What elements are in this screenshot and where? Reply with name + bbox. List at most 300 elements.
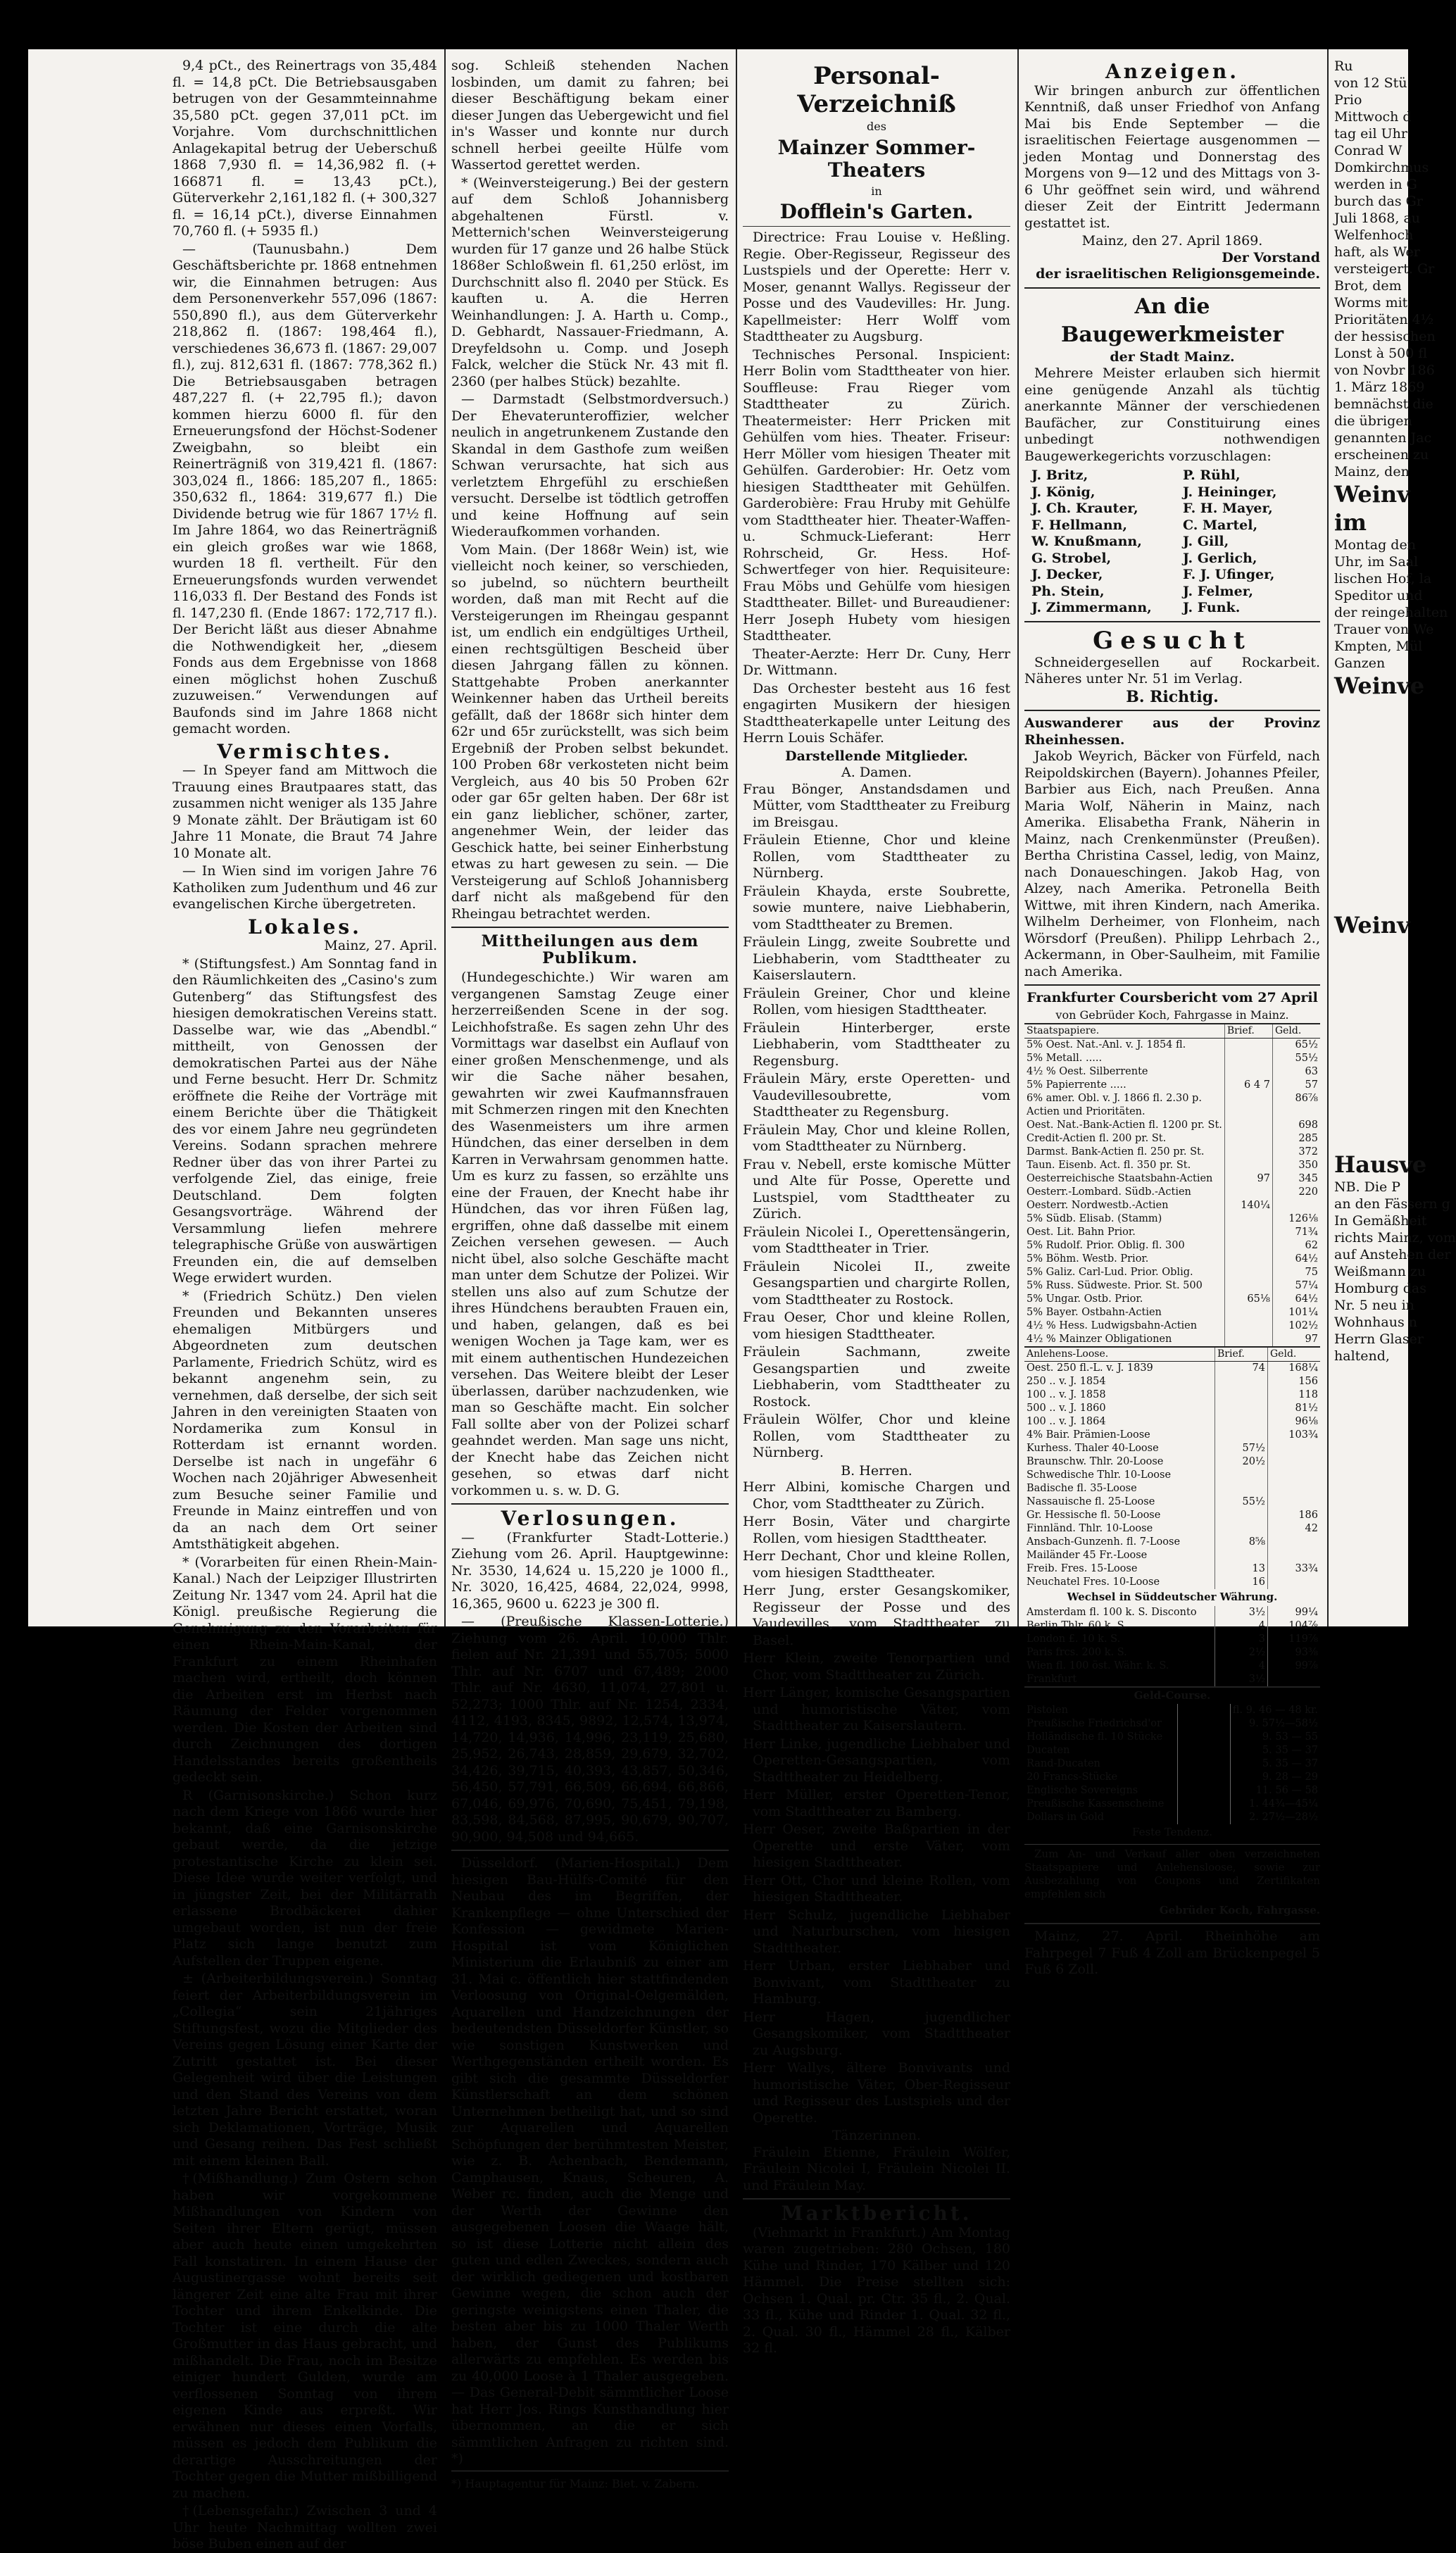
doctors-paragraph: Theater-Aerzte: Herr Dr. Cuny, Herr Dr. Wittmann. — [743, 646, 1010, 678]
technical-staff-paragraph: Technisches Personal. Inspicient: Herr Bolin vom Stadttheater von hier. Souffleuse: Frau Rieger vom Stadttheater zu Zürich. Theatermeister: Herr Pricken mit Gehülfen vom hies. Theater. Friseur: Herr Möller vom hiesigen Theater mit Gehülfen. Garderobier: Hr. Oetz vom hiesigen Stadttheater mit Gehülfen. Garderobière: Frau Hruby mit Gehülfe vom Stadttheater hier. Theater-Waffen- u. Schmuck-Lieferant: Herr Rohrscheid, Gr. Hess. Hof-Schwertfeger von hier. Requisiteure: Frau Möbs und Gehülfe vom hiesigen Stadttheater. Billet- und Bureaudiener: Herr Joseph Hubety vom hiesigen Stadttheater. — [743, 346, 1010, 644]
table-cell: 4½ % Oest. Silberrente — [1027, 1066, 1148, 1077]
friedhof-notice: Wir bringen anburch zur öffentlichen Kenntniß, daß unser Friedhof von Anfang Mai bis Ende September — die israelitischen Feiertage ausgenommen — jeden Montag und Donnerstag des Morgens von 9—12 und des Mittags von 3-6 Uhr geöffnet sein wird, und während dieser Zeit der Eintritt Jedermann gestattet ist. — [1024, 82, 1320, 231]
edge-text-line: In Gemäßheit — [1334, 1213, 1427, 1229]
table-cell: Neuchatel Fres. 10-Loose — [1027, 1576, 1160, 1588]
table-cell: Rand-Ducaten — [1027, 1758, 1100, 1769]
table-row — [1024, 1212, 1320, 1226]
divider — [1024, 1844, 1320, 1845]
table-cell — [1268, 1576, 1321, 1589]
baugewerk-paragraph: Mehrere Meister erlauben sich hiermit eine genügende Anzahl als tüchtig anerkannte Männer der verschiedenen Baufächer, zur Constituirung eines unbedingt nothwendigen Baugewerkegerichts vorzuschlagen: — [1024, 365, 1320, 464]
table-cell: Paris frcs. 200 k. S. — [1027, 1646, 1127, 1658]
table-cell: 55½ — [1272, 1052, 1320, 1065]
continued-paragraph: sog. Schleiß stehenden Nachen losbinden, um damit zu fahren; bei dieser Beschäftigung bekam einer dieser Jungen das Uebergewicht und fiel in's Wasser und konnte nur durch schnell herbei geeilte Hülfe vom Wassertod gerettet werden. — [451, 58, 729, 172]
table-cell: Holländische fl. 10 Stücke — [1027, 1731, 1163, 1743]
edge-text-line: richts Mainz, vom — [1334, 1230, 1456, 1246]
edge-text-line: der reingehalten — [1334, 605, 1448, 620]
column-2 — [451, 58, 729, 2490]
direction-paragraph: Directrice: Frau Louise v. Heßling. Regie. Ober-Regisseur, Regisseur des Lustspiels und der Operette: Herr v. Moser, genannt Wallys. Regisseur der Posse und des Vaudevilles: Hr. Jung. Kapellmeister: Herr Wolff vom Stadttheater zu Augsburg. — [743, 230, 1010, 344]
table-cell: Berlin Thlr. 60 k. S. — [1027, 1619, 1127, 1631]
stiftungsfest-paragraph: * (Stiftungsfest.) Am Sonntag fand in den Räumlichkeiten des „Casino's zum Gutenberg“ das Stiftungsfest des hiesigen demokratischen Vereins statt. Dasselbe war, wie das „Abendbl.“ mittheilt, von Genossen der demokratischen Partei aus der Nähe und Ferne besucht. Herr Dr. Schmitz eröffnete die Reihe der Vorträge mit einem Berichte über die Thätigkeit des vor einem Jahre neu gegründeten Vereins. Sodann sprachen mehrere Redner über das von ihrer Partei zu verfolgende Ziel, das einige, freie Deutschland. Dem folgten Gesangsvorträge. Während der Versammlung liefen mehrere telegraphische Grüße von auswärtigen Freunden ein, die auf demselben Wege erwidert wurden. — [172, 955, 437, 1286]
table-cell: Nassauische fl. 25-Loose — [1027, 1496, 1155, 1507]
table-cell: 9. 28 — 29 — [1230, 1771, 1320, 1784]
edge-text-line: von Novbr 186 — [1334, 363, 1435, 378]
table-cell: 4½ % Hess. Ludwigsbahn-Actien — [1027, 1320, 1198, 1331]
table-cell: 97 — [1224, 1172, 1272, 1186]
cast-member-entry: Herr Dechant, Chor und kleine Rollen, vom hiesigen Stadttheater. — [743, 1548, 1010, 1581]
table-cell: 100 .. v. J. 1858 — [1027, 1389, 1106, 1400]
cast-member-entry: Herr Linke, jugendliche Liebhaber und Operetten-Gesangspartien, vom Stadttheater zu Heidelberg. — [743, 1736, 1010, 1785]
table-cell: 168¼ — [1268, 1362, 1321, 1376]
table-row — [1024, 1522, 1320, 1536]
table-row — [1024, 1266, 1320, 1279]
nominee-name: F. Hellmann, — [1031, 517, 1127, 533]
table-cell: Ducaten — [1027, 1745, 1070, 1756]
nominee-name: J. Funk. — [1183, 600, 1241, 615]
edge-text-line: Homburg das — [1334, 1281, 1426, 1296]
nominee-name: F. J. Ufinger, — [1183, 567, 1275, 582]
table-row — [1024, 1105, 1320, 1119]
gentlemen-heading: B. Herren. — [841, 1462, 912, 1479]
table-row — [1024, 1415, 1320, 1429]
table-cell: 64½ — [1272, 1293, 1320, 1306]
edge-text-line: haft, als Wer — [1334, 244, 1420, 260]
gentlemen-list — [743, 1479, 1010, 2126]
nominee-name: J. Heininger, — [1183, 484, 1277, 500]
table-row — [1024, 1293, 1320, 1306]
edge-text-line: Prio — [1334, 92, 1362, 108]
cast-member-entry: Herr Hagen, jugendlicher Gesangskomiker, vom Stadttheater zu Augsburg. — [743, 2009, 1010, 2058]
notice-signature: Der Vorstand — [1222, 249, 1320, 265]
table-cell — [1177, 1798, 1230, 1811]
table-cell: Actien und Prioritäten. — [1027, 1106, 1146, 1117]
cast-member-entry: Herr Wallys, ältere Bonvivants und humoristische Väter, Ober-Regisseur und Regisseur des Lustspiels und der Operette. — [743, 2060, 1010, 2126]
edge-text-line: Nr. 5 neu in — [1334, 1298, 1414, 1313]
table-row — [1024, 1482, 1320, 1495]
table-cell: 140¼ — [1224, 1199, 1272, 1212]
edge-text-line: tag eil Uhr — [1334, 126, 1407, 142]
members-heading: Darstellende Mitglieder. — [785, 748, 968, 764]
table-row — [1024, 1065, 1320, 1079]
cast-member-entry: Herr Müller, erster Operetten-Tenor, vom Stadttheater zu Bamberg. — [743, 1787, 1010, 1819]
table-cell: 5% Galiz. Carl-Lud. Prior. Oblig. — [1027, 1267, 1193, 1278]
table-header: Geld. — [1272, 1024, 1320, 1039]
table-cell: Oesterr.-Lombard. Südb.-Actien — [1027, 1186, 1191, 1198]
cast-member-entry: Fräulein Nicolei II., zweite Gesangspartien und chargirte Rollen, vom Stadttheater zu Rostock. — [743, 1258, 1010, 1307]
cast-member-entry: Herr Schulz, jugendliche Liebhaber und Naturburschen, vom hiesigen Stadttheater. — [743, 1907, 1010, 1956]
table-row — [1024, 1673, 1320, 1686]
cast-member-entry: Herr Albini, komische Chargen und Chor, vom Stadttheater zu Zürich. — [743, 1479, 1010, 1512]
wien-paragraph: — In Wien sind im vorigen Jahre 76 Katholiken zum Judenthum und 46 zur evangelischen Kirche übergetreten. — [172, 863, 437, 912]
table-row — [1024, 1811, 1320, 1824]
edge-text-line: Speditor und — [1334, 588, 1423, 603]
hausverkauf-headline: Hausve — [1334, 1151, 1427, 1178]
cast-member-entry: Fräulein Nicolei I., Operettensängerin, vom Stadttheater in Trier. — [743, 1224, 1010, 1256]
table-row — [1024, 1633, 1320, 1646]
section-heading-verloosungen: Verlosungen. — [501, 1507, 679, 1530]
table-row — [1024, 1052, 1320, 1065]
table-header: Anlehens-Loose. — [1024, 1347, 1215, 1362]
table-cell — [1268, 1673, 1321, 1686]
table-cell: Badische fl. 35-Loose — [1027, 1483, 1137, 1494]
table-cell — [1268, 1482, 1321, 1495]
table-header: Geld. — [1268, 1347, 1321, 1362]
course-report-title: Frankfurter Coursbericht vom 27 April — [1027, 990, 1318, 1005]
divider — [451, 1850, 729, 1851]
column-1 — [172, 58, 437, 2552]
edge-text-line: erscheinen zu — [1334, 447, 1429, 463]
edge-text-line: auf Anstehen der — [1334, 1247, 1451, 1262]
table-row — [1024, 1362, 1320, 1376]
table-cell: Mailänder 45 Fr.-Loose — [1027, 1550, 1148, 1561]
table-header: Brief. — [1224, 1024, 1272, 1039]
nominee-name: J. Gill, — [1183, 534, 1229, 549]
table-cell: 350 — [1272, 1159, 1320, 1172]
theater-venue: Dofflein's Garten. — [779, 200, 974, 223]
table-cell: 4 — [1215, 1660, 1268, 1673]
cast-member-entry: Fräulein Wölfer, Chor und kleine Rollen, vom Stadttheater zu Nürnberg. — [743, 1412, 1010, 1460]
nominee-name: Ph. Stein, — [1031, 583, 1105, 599]
table-cell — [1215, 1402, 1268, 1415]
edge-text-line: Lonst à 500 fl — [1334, 346, 1428, 361]
table-cell: 101¼ — [1272, 1306, 1320, 1319]
table-cell: 99¼ — [1268, 1606, 1321, 1619]
weinversteigerung-headline-3: Weinve — [1334, 672, 1425, 699]
cast-member-entry: Herr Urban, erster Liebhaber und Bonvivant, vom Stadttheater zu Hamburg. — [743, 1958, 1010, 2007]
table-row — [1024, 1279, 1320, 1293]
table-cell — [1177, 1784, 1230, 1798]
table-cell — [1224, 1319, 1272, 1333]
edge-text-line: Herrn Glaser — [1334, 1331, 1424, 1347]
table-row — [1024, 1576, 1320, 1589]
cast-member-entry: Fräulein Sachmann, zweite Gesangspartien und zweite Liebhaberin, vom Stadttheater zu Rostock. — [743, 1344, 1010, 1410]
table-cell — [1224, 1052, 1272, 1065]
table-cell: 33¾ — [1268, 1562, 1321, 1576]
table-cell: 103¾ — [1268, 1429, 1321, 1442]
misshandlung-paragraph: †(Mißhandlung.) Zum Ostern schon haben wir vorgekommene Mißhandlungen von Kindern von Seiten ihrer Eltern gerügt, müssen aber auch heute einen umgekehrten Fall konstatiren. In einem Hause der Augustinergasse wohnt bereits seit längerer Zeit eine alte Frau mit ihrer Tochter und ihrem Enkelkinde. Die Tochter ist eine durch die alte Großmutter in das Haus gebracht, und mißhandelt. Die Frau, noch im Besitze einiger hundert Gulden, wurde am verflossenen Sonntag von ihrem eigenen Kinde aus erpreßt. Wir erwähnen nur dieses einen Vorfalls, müssen es jedoch dem Publikum die derartige Ausschreitungen der Tochter gegen die Mutter mißbilligend zu machen. — [172, 2171, 437, 2501]
table-cell — [1177, 1704, 1230, 1717]
wechsel-table — [1024, 1606, 1320, 1686]
table-cell: 55½ — [1215, 1495, 1268, 1509]
edge-text-line: Conrad W — [1334, 143, 1402, 158]
divider — [1024, 710, 1320, 711]
table-cell: 1. 44¾—45¼ — [1230, 1798, 1320, 1811]
table-cell: Englische Sovereigns — [1027, 1785, 1138, 1796]
ladies-heading: A. Damen. — [841, 765, 912, 780]
table-cell: 99⅞ — [1268, 1660, 1321, 1673]
table-cell — [1215, 1509, 1268, 1522]
title-connector: des — [867, 120, 886, 133]
edge-text-line: Juli 1868, au — [1334, 211, 1421, 226]
kanal-paragraph: * (Vorarbeiten für einen Rhein-Main-Kanal.) Nach der Leipziger Illustrirten Zeitung Nr. 1347 vom 24. April hat die Königl. preußische Regierung die Genehmigung zu den Vorarbeiten für einen Rhein-Main-Kanal, der Frankfurt zu einem Rheinhafen machen wird, ertheilt, doch können die Arbeiten erst im Herbst nach Räumung der Felder vorgenommen werden. Die Kosten der Arbeiten sind durch Zeichnungen des dortigen Handelsstandes bereits großentheils gedeckt sein. — [172, 1554, 437, 1785]
divider — [743, 2198, 1010, 2200]
tendency-note: Feste Tendenz. — [1131, 1826, 1213, 1838]
nominee-name: J. Britz, — [1031, 468, 1088, 483]
table-cell: 102½ — [1272, 1319, 1320, 1333]
table-cell — [1224, 1159, 1272, 1172]
table-row — [1024, 1159, 1320, 1172]
cast-member-entry: Fräulein Khayda, erste Soubrette, sowie muntere, naive Liebhaberin, vom Stadttheater zu Bremen. — [743, 883, 1010, 932]
baugewerk-subtitle: der Stadt Mainz. — [1110, 349, 1235, 365]
table-cell: Finnländ. Thlr. 10-Loose — [1027, 1523, 1153, 1534]
orchestra-paragraph: Das Orchester besteht aus 16 fest engagirten Musikern der hiesigen Stadttheaterkapelle unter Leitung des Herrn Louis Schäfer. — [743, 680, 1010, 746]
weinversteigerung-headline-2: im — [1334, 509, 1367, 536]
table-cell — [1215, 1375, 1268, 1388]
table-row — [1024, 1119, 1320, 1132]
column-rule — [1017, 49, 1019, 1626]
course-report-subtitle: von Gebrüder Koch, Fahrgasse in Mainz. — [1055, 1008, 1289, 1022]
edge-text-line: Prioritäten 4½ — [1334, 312, 1434, 327]
table-row — [1024, 1429, 1320, 1442]
divider — [1024, 1923, 1320, 1924]
anlehensloose-table — [1024, 1346, 1320, 1589]
table-cell: Credit-Actien fl. 200 pr. St. — [1027, 1133, 1167, 1144]
market-paragraph: (Viehmarkt in Frankfurt.) Am Montag waren zugetrieben: 280 Ochsen, 180 Kühe und Rinder, 170 Kälber und 120 Hämmel. Die Preise stellten sich: Ochsen 1. Qual. pr. Ctr. 35 fl., 2. Qual. 33 fl., Kühe und Rinder 1. Qual. 32 fl., 2. Qual. 30 fl., Hämmel 28 fl., Kälber 32 fl. — [743, 2224, 1010, 2356]
edge-text-line: NB. Die P — [1334, 1179, 1401, 1195]
table-cell — [1224, 1253, 1272, 1266]
nominee-name: J. Ch. Krauter, — [1031, 501, 1138, 516]
duesseldorf-paragraph: Düsseldorf. (Marien-Hospital.) Dem hiesigen Bau-Hülfs-Comité für den Neubau des im Begriffen, der Krankenpflege — ohne Unterschied der Konfession — gewidmete Marien-Hospital ist vom Königlichen Ministerium die Erlaubniß zu einer am 31. Mai c. öffentlich hier stattfindenden Verloosung von Original-Oelgemälden, Aquarellen und Handzeichnungen der bedeutendsten Düsseldorfer Künstler, so wie sonstigen Kunstwerken und Werthgegenständen ertheilt worden. Es gibt sich die gesammte Düsseldorfer Künstlerschaft an dem schönen Unternehmen betheiligt hat, und so sind zur Aquarellen und Aquarellen Schöpfungen der berühmtesten Meister, wie z. B. Achenbach, Bendemann, Camphausen, Knaus, Scheuren, A. Weber rc. finden, auch die Menge und der Werth der Gewinne den ausgegebenen Loosen die Waage hält, so ist diese Lotterie nicht allein des guten und edlen Zweckes, sondern auch der wirklich gediegenen und kostbaren Gewinne wegen, die schon auch der geringste weinigstens einen Thaler, die besten aber bis zu 1000 Thaler Werth haben, der Gunst des Publikums allerwärts zu empfehlen. Es werden bis zu 40,000 Loose à 1 Thaler ausgegeben. — Das General-Debit sämmtlicher Loose hat Herr Jos. Rings Kunsthandlung hier übernommen, an die er sich sämmtlichen Anfragen zu richten sind. *) — [451, 1855, 729, 2466]
table-cell — [1268, 1442, 1321, 1455]
table-cell: Preußische Kassenscheine — [1027, 1798, 1165, 1809]
emigrants-paragraph: Jakob Weyrich, Bäcker von Fürfeld, nach Reipoldskirchen (Bayern). Johannes Pfeiler, Barbier aus Eich, nach Preußen. Anna Maria Wolf, Näherin in Mainz, nach Amerika. Elisabetha Frank, Näherin in Mainz, nach Crenkenmünster (Preußen). Bertha Christina Cassel, ledig, von Mainz, nach Donaueschingen. Jakob Hag, von Alzey, nach Amerika. Petronella Beith Wittwe, mit ihren Kindern, nach Amerika. Wilhelm Derheimer, von Flonheim, nach Wörsdorf (Preußen). Philipp Lehrbach 2., Ackermann, in Ober-Saulheim, mit Familie nach Amerika. — [1024, 748, 1320, 979]
schuetz-paragraph: * (Friedrich Schütz.) Den vielen Freunden und Bekannten unseres ehemaligen Mitbürgers und Abgeordneten zum deutschen Parlamente, Friedrich Schütz, wird es bekannt angenehm sein, zu vernehmen, daß derselbe, der sich seit Jahren in den vereinigten Staaten von Nordamerika zum Konsul in Rotterdam ist ernannt worden. Derselbe ist nach in ungefähr 6 Wochen nach 20jähriger Abwesenheit zum Besuche seiner Familie und Freunde in Mainz eintreffen und von da an nach dem Ort seiner Amtsthätigkeit abgehen. — [172, 1288, 437, 1552]
table-row — [1024, 1771, 1320, 1784]
cast-member-entry: Herr Bosin, Väter und chargirte Rollen, vom hiesigen Stadttheater. — [743, 1514, 1010, 1546]
table-cell — [1224, 1212, 1272, 1226]
table-row — [1024, 1717, 1320, 1731]
table-row — [1024, 1549, 1320, 1562]
richtig-note: B. Richtig. — [1126, 687, 1219, 706]
table-cell: 71¾ — [1272, 1226, 1320, 1239]
table-row — [1024, 1333, 1320, 1346]
table-cell: 6% amer. Obl. v. J. 1866 fl. 2.30 p. — [1027, 1093, 1202, 1104]
table-row — [1024, 1784, 1320, 1798]
table-cell — [1177, 1717, 1230, 1731]
pegel-paragraph: Mainz, 27. April. Rheinhöhe am Fahrpegel 7 Fuß 4 Zoll am Brückenpegel 5 Fuß 6 Zoll. — [1024, 1928, 1320, 1977]
edge-text-line: Kmpten, Mül — [1334, 639, 1423, 654]
section-heading-mittheilungen: Mittheilungen aus dem Publikum. — [481, 932, 699, 967]
table-cell: Taun. Eisenb. Act. fl. 350 pr. St. — [1027, 1160, 1191, 1171]
table-cell: 4½ % Mainzer Obligationen — [1027, 1334, 1172, 1345]
table-cell — [1268, 1549, 1321, 1562]
table-cell: 13 — [1215, 1562, 1268, 1576]
table-cell: 2½ — [1215, 1646, 1268, 1660]
table-row — [1024, 1606, 1320, 1619]
garnisonskirche-paragraph: R (Garnisonskirche.) Schon kurz nach dem Kriege von 1866 wurde hier bekannt, daß eine Garnisonskirche gebaut werde, da die jetzige protestantische Kirche zu klein sei. Diese Idee wurde weiter verfolgt, und in jüngster Zeit, bei der Militärrath erlassene Brodbäckerei dahier umgebaut worden, ist nun der freie Platz sich lange benutzt zum Aufstellen der Truppen eigene. — [172, 1787, 437, 1969]
table-row — [1024, 1757, 1320, 1771]
table-cell — [1215, 1549, 1268, 1562]
table-row — [1024, 1619, 1320, 1633]
table-cell: 3½ — [1215, 1606, 1268, 1619]
table-cell: London £. 10 k. S. — [1027, 1633, 1121, 1645]
table-cell: 100 .. v. J. 1864 — [1027, 1416, 1106, 1427]
edge-text-line: von 12 Stü — [1334, 75, 1407, 91]
table-cell: 11. 56 — 58 — [1230, 1784, 1320, 1798]
edge-text-line: Trauer von We — [1334, 622, 1434, 637]
nominee-name: G. Strobel, — [1031, 550, 1112, 566]
table-cell: 65½ — [1272, 1039, 1320, 1053]
edge-text-line: an den Fässern g — [1334, 1196, 1450, 1212]
edge-text-line: genannten Jac — [1334, 430, 1432, 446]
table-cell: 81½ — [1268, 1402, 1321, 1415]
divider — [451, 1503, 729, 1505]
speyer-paragraph: — In Speyer fand am Mittwoch die Trauung eines Brautpaares statt, das zusammen nicht weniger als 135 Jahre 9 Monate zählt. Der Bräutigam ist 60 Jahre 11 Monate, die Braut 74 Jahre 10 Monate alt. — [172, 763, 437, 861]
cast-member-entry: Herr Oeser, zweite Baßpartien in der Operette und erste Väter, vom hiesigen Stadttheater. — [743, 1821, 1010, 1870]
table-cell: Kurhess. Thaler 40-Loose — [1027, 1443, 1159, 1454]
table-cell: 20½ — [1215, 1455, 1268, 1469]
table-cell: 186 — [1268, 1509, 1321, 1522]
edge-text-line: Domkirchmus — [1334, 160, 1429, 175]
table-cell: 2. 27½—28½ — [1230, 1811, 1320, 1824]
edge-text-line: die übrigen — [1334, 413, 1412, 429]
column-rule — [736, 49, 737, 1626]
table-cell: Ansbach-Gunzenh. fl. 7-Loose — [1027, 1536, 1181, 1548]
table-cell — [1224, 1266, 1272, 1279]
table-cell: 42 — [1268, 1522, 1321, 1536]
table-cell: 16 — [1215, 1576, 1268, 1589]
table-row — [1024, 1660, 1320, 1673]
table-row — [1024, 1442, 1320, 1455]
cast-member-entry: Fräulein Märy, erste Operetten- und Vaudevillesoubrette, vom Stadttheater zu Regensburg. — [743, 1071, 1010, 1119]
weinversteigerung-headline: Weinv — [1334, 481, 1410, 508]
table-row — [1024, 1172, 1320, 1186]
table-cell: 93⅜ — [1268, 1646, 1321, 1660]
table-cell — [1224, 1146, 1272, 1159]
table-cell — [1272, 1199, 1320, 1212]
table-row — [1024, 1226, 1320, 1239]
cast-member-entry: Frau Oeser, Chor und kleine Rollen, vom hiesigen Stadttheater. — [743, 1310, 1010, 1342]
table-row — [1024, 1455, 1320, 1469]
table-cell: 250 .. v. J. 1854 — [1027, 1376, 1106, 1387]
baugewerk-title: An die Baugewerkmeister — [1060, 294, 1284, 347]
table-cell — [1215, 1522, 1268, 1536]
table-row — [1024, 1536, 1320, 1549]
table-cell: Frankfurt — [1027, 1673, 1077, 1685]
cast-member-entry: Herr Länger, komische Gesangspartien und humoristische Väter, vom Stadttheater zu Kaiserslautern. — [743, 1685, 1010, 1733]
friedhof-date: Mainz, den 27. April 1869. — [1081, 233, 1263, 249]
preussische-lotterie-paragraph: — (Preußische Klassen-Lotterie.) Ziehung vom 26. April. 10,000 Thlr. fielen auf Nr. 21,391 und 55,705; 5000 Thlr. auf Nr. 6707 und 67,489; 2000 Thlr. auf Nr. 4630, 11,074, 27,801 u. 52,273; 1000 Thlr. auf Nr. 1254, 2334, 4112, 4193, 8345, 9892, 12,574, 13,974, 14,720, 14,936, 14,996, 23,119, 25,680, 25,952, 26,743, 28,859, 29,679, 32,702, 34,426, 39,715, 40,393, 43,857, 50,346, 56,450, 57,791, 66,509, 66,694, 66,866, 67,046, 69,976, 70,690, 75,451, 79,198, 83,598, 84,568, 87,995, 90,679, 90,707, 90,900, 94,508 und 94,665. — [451, 1614, 729, 1845]
table-cell — [1177, 1731, 1230, 1744]
table-cell: 86⅞ — [1272, 1092, 1320, 1105]
divider — [1024, 621, 1320, 622]
table-row — [1024, 1039, 1320, 1053]
column-3 — [743, 58, 1010, 2356]
edge-text-line: werden in G — [1334, 177, 1417, 192]
table-cell: 156 — [1268, 1375, 1321, 1388]
nominee-name: J. Decker, — [1031, 567, 1103, 582]
geldcourse-table — [1024, 1704, 1320, 1824]
column-rule — [1327, 49, 1329, 1626]
table-row — [1024, 1469, 1320, 1482]
edge-text-line: bemnächst die — [1334, 396, 1433, 412]
table-row — [1024, 1798, 1320, 1811]
cast-member-entry: Fräulein Greiner, Chor und kleine Rollen, vom hiesigen Stadttheater. — [743, 985, 1010, 1017]
section-heading-anzeigen: Anzeigen. — [1105, 60, 1239, 83]
dancers-heading: Tänzerinnen. — [831, 2128, 922, 2143]
table-cell: 3 — [1215, 1633, 1268, 1646]
table-cell: Pistolen — [1027, 1705, 1068, 1716]
frankfurt-lotterie-paragraph: — (Frankfurter Stadt-Lotterie.) Ziehung vom 26. April. Hauptgewinne: Nr. 3530, 14,624 u. 15,220 je 1000 fl., Nr. 3020, 16,425, 4684, 22,024, 9998, 16,365, 9600 u. 6223 je 300 fl. — [451, 1529, 729, 1612]
table-row — [1024, 1704, 1320, 1717]
table-cell: 57¼ — [1272, 1279, 1320, 1293]
edge-text-line: 1. März 1869 — [1334, 380, 1425, 395]
table-cell — [1177, 1744, 1230, 1757]
table-cell: Oesterr. Nordwestb.-Actien — [1027, 1200, 1169, 1211]
table-cell: 285 — [1272, 1132, 1320, 1146]
table-cell: 5% Böhm. Westb. Prior. — [1027, 1253, 1149, 1265]
nominee-name: J. Gerlich, — [1183, 550, 1257, 566]
table-row — [1024, 1402, 1320, 1415]
theater-name: Mainzer Sommer-Theaters — [777, 135, 976, 182]
cast-member-entry: Fräulein May, Chor und kleine Rollen, vom Stadttheater zu Nürnberg. — [743, 1122, 1010, 1154]
course-signature: Gebrüder Koch, Fahrgasse. — [1159, 1903, 1320, 1917]
darmstadt-paragraph: — Darmstadt (Selbstmordversuch.) Der Ehevaterunteroffizier, welcher neulich in angetrunkenem Zustande den Skandal in dem Gasthofe zum weißen Schwan verursachte, hat sich aus verletztem Ehrgefühl zu erschießen versucht. Derselbe ist tödtlich getroffen und keine Hoffnung auf sein Wiederaufkommen vorhanden. — [451, 391, 729, 539]
edge-text-line: Uhr, im Saal — [1334, 554, 1419, 570]
table-cell: 96⅛ — [1268, 1415, 1321, 1429]
table-cell — [1177, 1811, 1230, 1824]
nominee-name: C. Martel, — [1183, 517, 1258, 533]
table-cell: Dollars in Gold — [1027, 1812, 1105, 1823]
table-cell — [1177, 1757, 1230, 1771]
table-cell: 8⅝ — [1215, 1536, 1268, 1549]
table-cell — [1268, 1536, 1321, 1549]
table-cell: 65⅛ — [1224, 1293, 1272, 1306]
weinversteigerung-paragraph: * (Weinversteigerung.) Bei der gestern auf dem Schloß Johannisberg abgehaltenen Fürstl. v. Metternich'schen Weinversteigerung wurden für 17 ganze und 26 halbe Stück 1868er Schloßwein fl. 61,250 erlöst, im Durchschnitt also fl. 2040 per Stück. Es kauften u. A. die Herren Weinhandlungen: J. A. Harth u. Comp., D. Gebhardt, Nassauer-Friedmann, A. Dreyfeldsohn u. Comp. und Joseph Falck, welcher die Stück Nr. 43 mit fl. 2360 (per halbes Stück) bezahlte. — [451, 175, 729, 389]
table-cell: Preußische Friedrichsd'or — [1027, 1718, 1162, 1729]
edge-text-line: Montag den — [1334, 537, 1416, 553]
gesucht-title: Gesucht — [1093, 626, 1252, 655]
cast-member-entry: Herr Ott, Chor und kleine Rollen, vom hiesigen Stadttheater. — [743, 1872, 1010, 1905]
table-row — [1024, 1509, 1320, 1522]
divider — [451, 927, 729, 928]
table-cell: 5. 35 — 37 — [1230, 1744, 1320, 1757]
table-cell: 500 .. v. J. 1860 — [1027, 1403, 1106, 1414]
table-row — [1024, 1186, 1320, 1199]
title-connector: in — [871, 184, 882, 198]
table-cell — [1224, 1333, 1272, 1346]
table-cell — [1224, 1239, 1272, 1253]
table-cell: 5% Papierrente ..... — [1027, 1079, 1126, 1091]
table-header: Brief. — [1215, 1347, 1268, 1362]
edge-text-line: versteigert. Gr — [1334, 261, 1435, 277]
cast-member-entry: Frau v. Nebell, erste komische Mütter und Alte für Posse, Operette und Lustspiel, vom Stadttheater zu Zürich. — [743, 1156, 1010, 1222]
table-cell: 372 — [1272, 1146, 1320, 1159]
weinversteigerung-headline-4: Weinv — [1334, 912, 1410, 939]
table-row — [1024, 1562, 1320, 1576]
vom-main-paragraph: Vom Main. (Der 1868r Wein) ist, wie vielleicht noch keiner, so verschieden, so jubelnd, so nüchtern beurtheilt worden, daß man mit Recht auf die Versteigerungen im Rheingau gespannt ist, um endlich ein endgültiges Urtheil, einen rechtsgültigen Bescheid über diesen Jahrgang fällen zu können. Stattgehabte Proben anerkannter Weinkenner haben das Urtheil bereits gefällt, daß der 1868r sich hinter dem 62r und 65r zurückstellt, was sich beim Ergebniß der Proben selbst bekundet. 100 Proben 68r verkosteten nicht beim Vergleich, aus 40 bis 50 Proben 62r oder gar 65r gelten haben. Der 68r ist ein ganz lieblicher, schöner, zarter, angenehmer Wein, der leider das Geschick hatte, bei seiner Einherbstung etwas zu hart gewesen zu sein. — Die Versteigerung auf Schloß Johannisberg darf nicht als maßgebend für den Rheingau betrachtet werden. — [451, 541, 729, 922]
edge-text-line: der hessischen — [1334, 329, 1436, 344]
nominee-name: J. König, — [1031, 484, 1096, 500]
table-row — [1024, 1146, 1320, 1159]
edge-text-line: Mainz, den — [1334, 464, 1410, 479]
table-cell: 5% Ungar. Ostb. Prior. — [1027, 1293, 1143, 1305]
table-cell: 64½ — [1272, 1253, 1320, 1266]
table-cell: Schwedische Thlr. 10-Loose — [1027, 1469, 1172, 1481]
table-cell: Oest. Lit. Bahn Prior. — [1027, 1227, 1136, 1238]
table-row — [1024, 1375, 1320, 1388]
table-cell: 345 — [1272, 1172, 1320, 1186]
table-cell: 75 — [1272, 1266, 1320, 1279]
table-cell — [1177, 1771, 1230, 1784]
table-cell: 5% Bayer. Ostbahn-Actien — [1027, 1307, 1162, 1318]
table-cell: 74 — [1215, 1362, 1268, 1376]
table-cell: 5% Oest. Nat.-Anl. v. J. 1854 fl. — [1027, 1039, 1186, 1050]
table-cell: 62 — [1272, 1239, 1320, 1253]
table-cell: 698 — [1272, 1119, 1320, 1132]
table-cell — [1272, 1105, 1320, 1119]
table-cell: 220 — [1272, 1186, 1320, 1199]
edge-text-line: Ru — [1334, 58, 1353, 74]
